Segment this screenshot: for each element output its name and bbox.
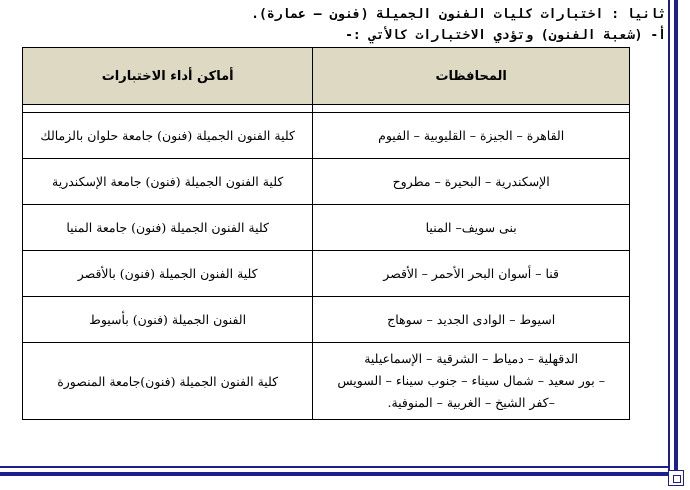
exam-place-cell: الفنون الجميلة (فنون) بأسيوط: [23, 297, 313, 343]
table-row: [23, 205, 630, 251]
governorates-line: الدقهلية – دمياط – الشرقية – الإسماعيلية: [364, 351, 579, 366]
table-row: [23, 113, 630, 159]
exam-locations-table: [22, 47, 630, 420]
exam-place-cell: كلية الفنون الجميلة (فنون) جامعة المنيا: [23, 205, 313, 251]
table-row: [23, 343, 630, 420]
governorates-cell: قنا – أسوان البحر الأحمر – الأقصر: [313, 251, 630, 297]
page-corner-marker-icon: [668, 470, 684, 486]
page-border-bottom-inner: [0, 466, 670, 468]
governorates-cell: الإسكندرية – البحيرة – مطروح: [313, 159, 630, 205]
governorates-line: – بور سعيد – شمال سيناء – جنوب سيناء – السويس: [337, 373, 605, 388]
page-border-right: [674, 0, 678, 470]
table-spacer-row: [23, 105, 630, 113]
exam-place-cell: كلية الفنون الجميلة (فنون) بالأقصر: [23, 251, 313, 297]
header-exam-places: أماكن أداء الاختبارات: [23, 48, 313, 105]
header-governorates: المحافظات: [313, 48, 630, 105]
table-header-row: [23, 48, 630, 105]
section-heading: ثانيا : اختبارات كليات الفنون الجميلة (فنون – عمارة).: [251, 7, 666, 22]
exam-place-cell: كلية الفنون الجميلة (فنون) جامعة الإسكندرية: [23, 159, 313, 205]
governorates-cell: بنى سويف– المنيا: [313, 205, 630, 251]
governorates-cell: اسيوط – الوادى الجديد – سوهاج: [313, 297, 630, 343]
page-border-bottom: [0, 472, 678, 476]
table-row: [23, 251, 630, 297]
table-row: [23, 159, 630, 205]
table-row: [23, 297, 630, 343]
subsection-heading: أ- (شعبة الفنون) وتؤدي الاختبارات كالأتي :-: [345, 28, 666, 43]
page-border-right-inner: [668, 0, 670, 470]
governorates-cell: [313, 343, 630, 420]
exam-place-cell: كلية الفنون الجميلة (فنون) جامعة حلوان بالزمالك: [23, 113, 313, 159]
governorates-line: –كفر الشيخ – الغربية – المنوفية.: [387, 395, 555, 410]
governorates-cell: القاهرة – الجيزة – القليوبية – الفيوم: [313, 113, 630, 159]
exam-place-cell: كلية الفنون الجميلة (فنون)جامعة المنصورة: [23, 343, 313, 420]
